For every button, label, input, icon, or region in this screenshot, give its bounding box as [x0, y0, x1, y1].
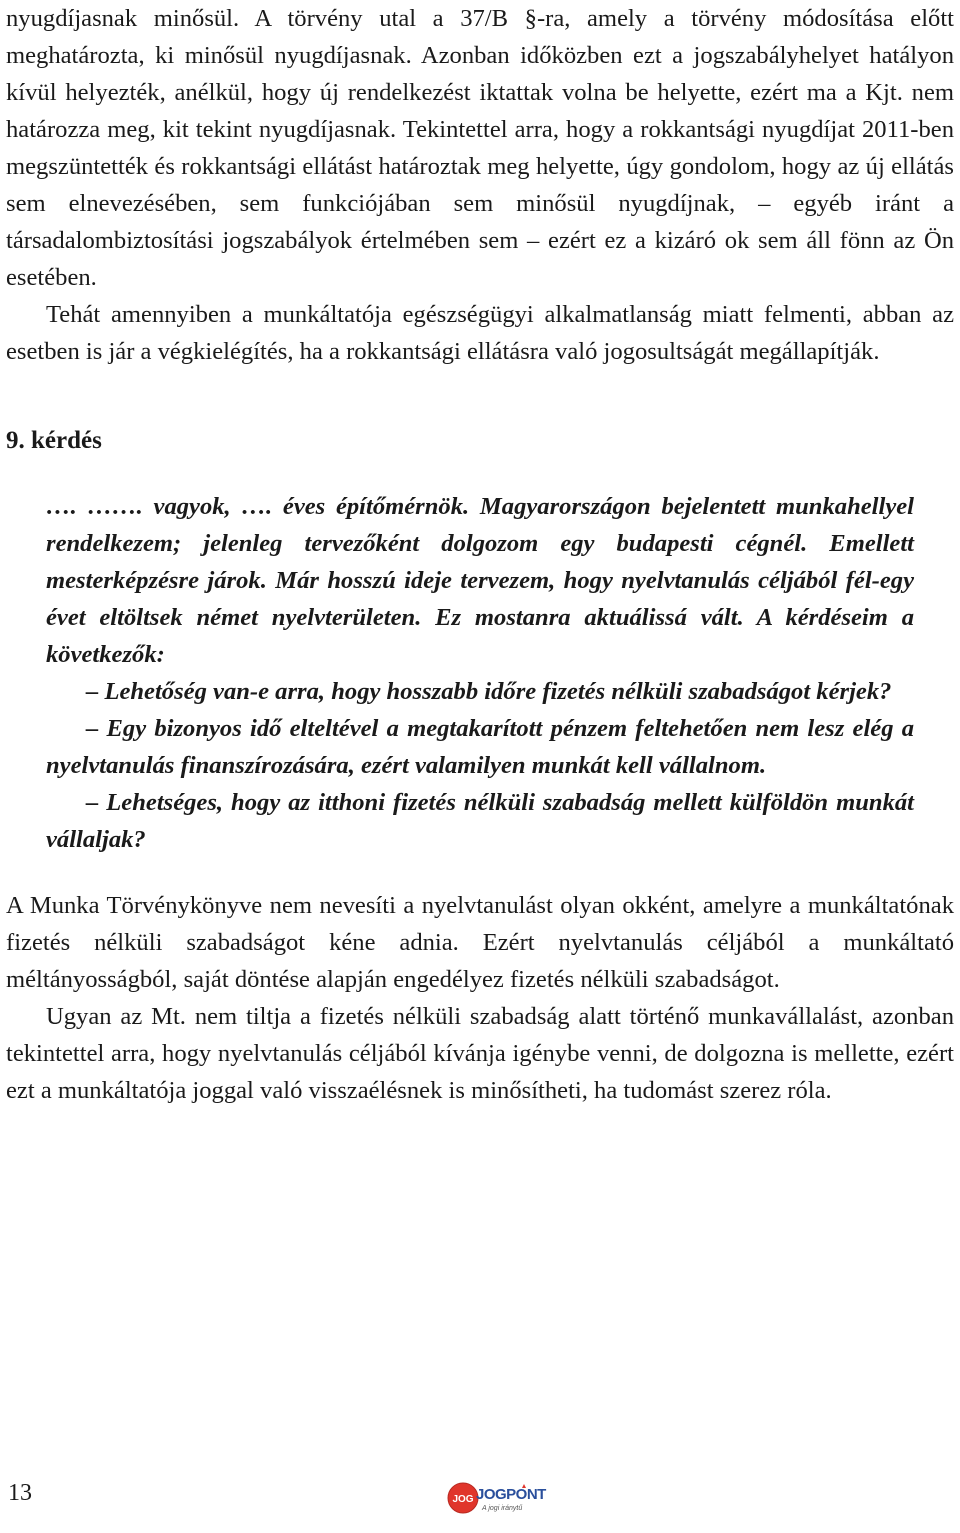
spacer — [6, 370, 954, 422]
question-item-1: – Lehetőség van-e arra, hogy hosszabb időre fizetés nélküli szabadságot kérjek? — [86, 678, 892, 705]
jogpont-logo — [446, 1480, 546, 1520]
question-heading: 9. kérdés — [6, 427, 102, 454]
document-page — [6, 0, 954, 1109]
question-intro: …. ……. vagyok, …. éves építőmérnök. Magyarországon bejelentett munkahellyel rendelkezem; jelenleg tervezőként dolgozom egy budapesti cégnél. Emellett mesterképzésre járok. Már hosszú ideje tervezem, hogy nyelvtanulás céljából fél-egy évet eltöltsek német nyelvterületen. Ez mostanra aktuálissá vált. A kérdéseim a következők: — [46, 493, 914, 668]
logo-tagline: A jogi iránytű — [482, 1505, 523, 1512]
spacer — [6, 459, 954, 488]
answer-paragraph-2: Ugyan az Mt. nem tiltja a fizetés nélküli szabadság alatt történő munkavállalást, azonban tekintettel arra, hogy nyelvtanulás céljából kívánja igénybe venni, de dolgozna is mellette, ezért ezt a munkáltatója joggal való visszaélésnek is minősítheti, ha tudomást szerez róla. — [6, 1003, 954, 1104]
question-item-3: – Lehetséges, hogy az itthoni fizetés nélküli szabadság mellett külföldön munkát vállaljak? — [46, 789, 914, 853]
logo-wordmark: JOGPONT — [476, 1486, 546, 1503]
paragraph-pension-status: nyugdíjasnak minősül. A törvény utal a 37/B §-ra, amely a törvény módosítása előtt meghatározta, ki minősül nyugdíjasnak. Azonban időközben ezt a jogszabályhelyet hatályon kívül helyezték, anélkül, hogy új rendelkezést iktattak volna be helyette, ezért ma a Kjt. nem határozza meg, kit tekint nyugdíjasnak. Tekintettel arra, hogy a rokkantsági nyugdíjat 2011-ben megszüntették és rokkantsági ellátást határoztak meg helyette, úgy gondolom, hogy az új ellátás sem elnevezésében, sem funkciójában sem minősül nyugdíjnak, – egyéb iránt a társadalombiztosítási jogszabályok értelmében sem – ezért ez a kizáró ok sem áll fönn az Ön esetében. — [6, 5, 954, 291]
question-item-2: – Egy bizonyos idő elteltével a megtakarított pénzem feltehetően nem lesz elég a nyelvtanulás finanszírozására, ezért valamilyen munkát kell vállalnom. — [46, 715, 914, 779]
page-number: 13 — [8, 1480, 32, 1506]
svg-text:JOG: JOG — [452, 1494, 474, 1505]
answer-paragraph-1: A Munka Törvénykönyve nem nevesíti a nyelvtanulást olyan okként, amelyre a munkáltatónak fizetés nélküli szabadságot kéne adnia. Ezért nyelvtanulás céljából a munkáltató méltányosságból, saját döntése alapján engedélyez fizetés nélküli szabadságot. — [6, 892, 954, 993]
spacer — [6, 858, 954, 887]
paragraph-severance: Tehát amennyiben a munkáltatója egészségügyi alkalmatlanság miatt felmenti, abban az esetben is jár a végkielégítés, ha a rokkantsági ellátásra való jogosultságát megállapítják. — [6, 301, 954, 365]
